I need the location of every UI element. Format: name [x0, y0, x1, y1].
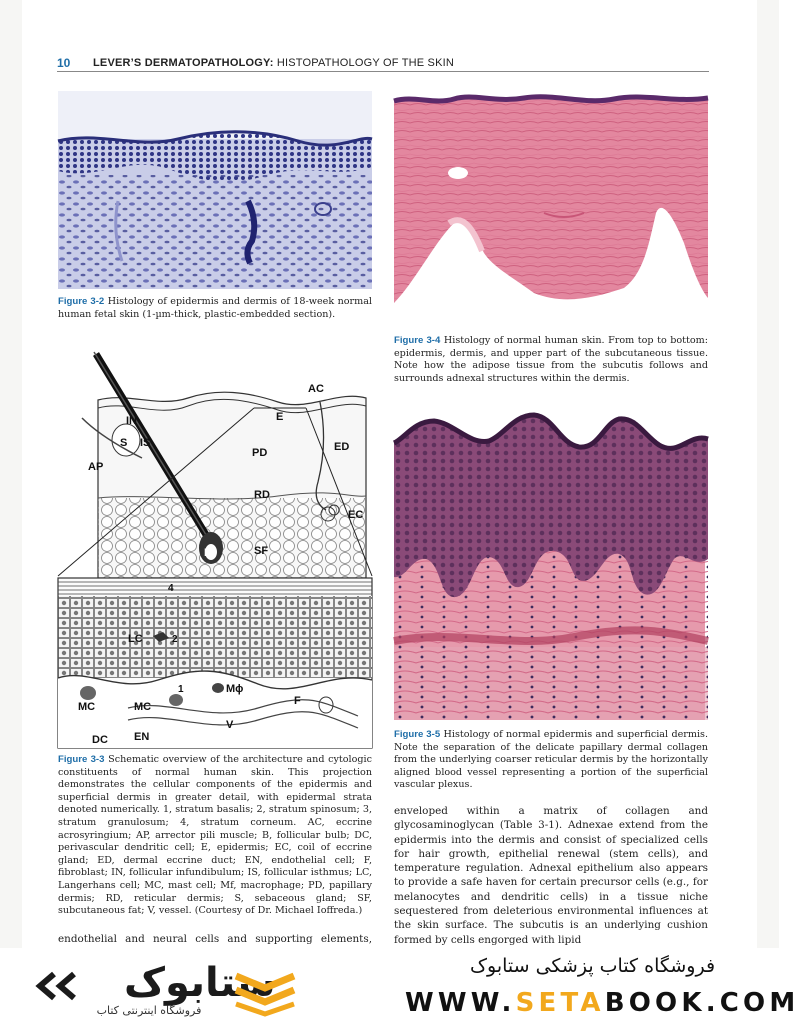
figure-3-3-caption-text: Schematic overview of the architecture and cytologic constituents of normal human skin. This projection demonstrates the cellular components of the epidermis and superficial dermis in greater detail, with epidermal strata denoted numerically. 1, stratum basalis; 2, stratum spinosum; 3, stratum granulosum; 4, stratum corneum. AC, eccrine acrosyringium; AP, arrector pili muscle; B, follicular bulb; DC, perivascular dendritic cell; E, epidermis; EC, coil of eccrine gland; ED, dermal eccrine duct; EN, endothelial cell; F, fibroblast; IN, follicular infundibulum; IS, follicular isthmus; LC, Langerhans cell; MC, mast cell; Mf, macrophage; PD, papillary dermis; RD, reticular dermis; S, sebaceous gland; SF, subcutaneous fat; V, vessel. (Courtesy of Dr. Michael Ioffreda.): [58, 754, 372, 917]
label-four: 4: [168, 583, 174, 594]
label-ec: EC: [348, 509, 364, 521]
figure-3-2-label: Figure 3-2: [58, 296, 105, 307]
figure-3-5-image: [394, 409, 708, 720]
label-ap: AP: [88, 461, 104, 473]
store-url-suffix: BOOK.COM: [604, 988, 799, 1018]
label-ed: ED: [334, 441, 350, 453]
figure-3-2-caption: [58, 296, 372, 321]
store-url-prefix: WWW.: [405, 988, 516, 1018]
store-url: [405, 988, 799, 1018]
figure-3-4-label: Figure 3-4: [394, 335, 441, 346]
figure-3-5-label: Figure 3-5: [394, 729, 441, 740]
figure-3-4-caption-text: Histology of normal human skin. From top to bottom: epidermis, dermis, and upper part of the subcutaneous tissue. Note how the adipose tissue from the subcutis follows and surrounds adnexal structures within the dermis.: [394, 335, 708, 384]
figure-3-3-diagram: [58, 348, 372, 750]
figure-3-4-caption: [394, 335, 708, 385]
store-name: فروشگاه کتاب پزشکی ستابوک: [470, 955, 716, 977]
book-title: [93, 57, 454, 69]
label-mc2: MC: [134, 701, 152, 713]
label-s: S: [120, 437, 128, 449]
label-one: 1: [178, 684, 184, 695]
label-rd: RD: [254, 489, 270, 501]
body-text-left-column: endothelial and neural cells and supporting elements,: [58, 933, 372, 945]
body-text-right-column: enveloped within a matrix of collagen and glycosaminoglycan (Table 3-1). Adnexae extend from the epidermis into the dermis and consist of specialized cells for hair growth, epithelial renewal (stem cells), and temperature regulation. Adnexal epithelium also appears to provide a safe haven for certain precursor cells (e.g., for melanocytes and dendritic cells) in a tissue niche sequestered from deleterious environmental influences at the skin surface. The subcutis is an underlying cushion formed by cells engorged with lipid: [394, 805, 708, 946]
store-url-highlight: SETA: [515, 988, 605, 1018]
figure-3-2-image: [58, 91, 372, 289]
logo-tagline: فروشگاه اینترنتی کتاب: [96, 1004, 202, 1017]
label-two: 2: [172, 634, 178, 645]
label-v: V: [226, 719, 234, 731]
label-is: IS: [140, 437, 151, 449]
label-e: E: [276, 411, 284, 423]
label-sf: SF: [254, 545, 269, 557]
figure-3-2-caption-text: Histology of epidermis and dermis of 18-week normal human fetal skin (1-µm-thick, plastic-embedded section).: [58, 296, 372, 320]
figure-3-4-image: [394, 93, 708, 326]
label-en: EN: [134, 731, 150, 743]
figure-3-5-caption-text: Histology of normal epidermis and superficial dermis. Note the separation of the delicate papillary dermal collagen from the underlying coarser reticular dermis by the horizontally aligned blood vessel representing a portion of the superficial vascular plexus.: [394, 729, 708, 791]
label-dc: DC: [92, 734, 108, 746]
label-f: F: [294, 695, 301, 707]
logo-chevron-icon: [30, 972, 86, 1000]
label-ac: AC: [308, 383, 324, 395]
logo-wordmark: ستابوک: [124, 960, 276, 1006]
running-header: [57, 56, 709, 72]
page-number: 10: [57, 56, 71, 70]
label-in: IN: [126, 415, 137, 427]
label-b: B: [204, 547, 212, 559]
figure-3-3-caption: [58, 754, 372, 918]
label-mc1: MC: [78, 701, 96, 713]
label-lc: LC: [128, 633, 143, 645]
label-pd: PD: [252, 447, 268, 459]
book-title-sub: HISTOPATHOLOGY OF THE SKIN: [273, 57, 455, 69]
book-title-main: LEVER’S DERMATOPATHOLOGY:: [93, 57, 274, 69]
figure-3-3-label: Figure 3-3: [58, 754, 105, 765]
logo-books-icon: [232, 968, 298, 1016]
label-mphi: Mɸ: [226, 683, 244, 695]
figure-3-5-caption: [394, 729, 708, 792]
